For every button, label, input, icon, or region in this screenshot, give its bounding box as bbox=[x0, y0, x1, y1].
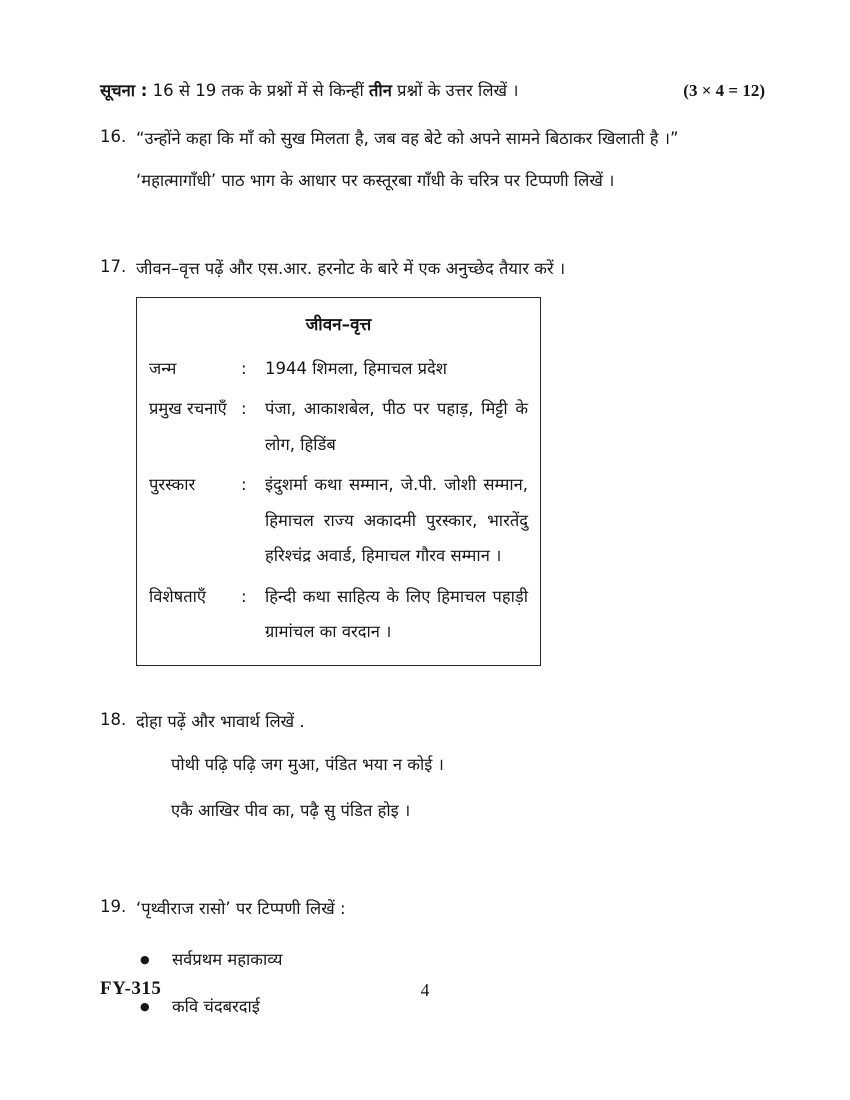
question-19-task: ‘पृथ्वीराज रासो’ पर टिप्पणी लिखें : bbox=[136, 899, 346, 919]
page-number: 4 bbox=[420, 980, 430, 1000]
question-16-number: 16. bbox=[100, 127, 127, 146]
question-17-body bbox=[136, 257, 765, 666]
instruction-bold-word: तीन bbox=[369, 81, 392, 100]
biodata-label: पुरस्कार bbox=[149, 475, 196, 495]
page-footer bbox=[0, 978, 850, 1008]
biodata-value: पंजा, आकाशबेल, पीठ पर पहाड़, मिट्टी के लोग, हिडिंब bbox=[265, 399, 528, 454]
biodata-title: जीवन–वृत्त bbox=[305, 314, 372, 335]
biodata-colon: : bbox=[241, 475, 247, 495]
paper-code: FY-315 bbox=[100, 978, 162, 999]
bullet-icon: ● bbox=[140, 953, 150, 967]
biodata-box bbox=[136, 297, 541, 666]
bullet-text: कवि चंदबरदाई bbox=[172, 997, 260, 1017]
biodata-row-awards bbox=[149, 467, 528, 573]
question-16-quote: “उन्होंने कहा कि माँ को सुख मिलता है, जब वह बेटे को अपने सामने बिठाकर खिलाती है ।” bbox=[136, 129, 679, 148]
biodata-row-specialties bbox=[149, 579, 528, 650]
biodata-value: 1944 शिमला, हिमाचल प्रदेश bbox=[265, 358, 448, 378]
biodata-value: इंदुशर्मा कथा सम्मान, जे.पी. जोशी सम्मान, हिमाचल राज्य अकादमी पुरस्कार, भारतेंदु हरिश्चंद्र अवार्ड, हिमाचल गौरव सम्मान । bbox=[265, 475, 528, 566]
instruction-row bbox=[100, 78, 765, 101]
question-17-number: 17. bbox=[100, 256, 127, 276]
bullet-icon: ● bbox=[140, 1000, 150, 1014]
question-16-body bbox=[136, 127, 765, 211]
question-18-number: 18. bbox=[100, 709, 127, 729]
bullet-item bbox=[140, 947, 765, 970]
biodata-colon: : bbox=[241, 399, 247, 419]
doha-line-1: पोथी पढ़ि पढ़ि जग मुआ, पंडित भया न कोई । bbox=[171, 755, 444, 775]
instruction-before: 16 से 19 तक के प्रश्नों में से किन्हीं bbox=[152, 81, 364, 100]
biodata-colon: : bbox=[241, 358, 247, 378]
biodata-value: हिन्दी कथा साहित्य के लिए हिमाचल पहाड़ी ग्रामांचल का वरदान । bbox=[265, 586, 528, 642]
biodata-label: जन्म bbox=[149, 358, 177, 378]
doha-couplet bbox=[171, 753, 765, 823]
biodata-label: विशेषताएँ bbox=[149, 586, 207, 606]
bullet-text: सर्वप्रथम महाकाव्य bbox=[172, 950, 283, 970]
question-19-body bbox=[136, 897, 765, 1041]
question-18-body bbox=[136, 710, 765, 846]
question-17 bbox=[100, 257, 765, 666]
biodata-label: प्रमुख रचनाएँ bbox=[149, 399, 227, 419]
doha-line-2: एकै आखिर पीव का, पढ़ै सु पंडित होइ । bbox=[171, 801, 411, 821]
question-18-task: दोहा पढ़ें और भावार्थ लिखें . bbox=[136, 711, 305, 731]
instruction-label: सूचना : bbox=[100, 81, 148, 100]
biodata-row-works bbox=[149, 391, 528, 462]
question-19-number: 19. bbox=[100, 897, 127, 917]
question-17-task: जीवन–वृत्त पढ़ें और एस.आर. हरनोट के बारे में एक अनुच्छेद तैयार करें । bbox=[136, 258, 566, 278]
question-19 bbox=[100, 897, 765, 1041]
biodata-colon: : bbox=[241, 586, 247, 606]
question-18 bbox=[100, 710, 765, 846]
instruction-after: प्रश्नों के उत्तर लिखें । bbox=[397, 81, 519, 100]
instruction-text bbox=[100, 78, 519, 101]
marks-label: (3 × 4 = 12) bbox=[683, 81, 765, 100]
biodata-row-birth bbox=[149, 351, 528, 386]
question-16 bbox=[100, 127, 765, 211]
question-16-task: ‘महात्मागाँधी’ पाठ भाग के आधार पर कस्तूरबा गाँधी के चरित्र पर टिप्पणी लिखें । bbox=[136, 170, 615, 190]
